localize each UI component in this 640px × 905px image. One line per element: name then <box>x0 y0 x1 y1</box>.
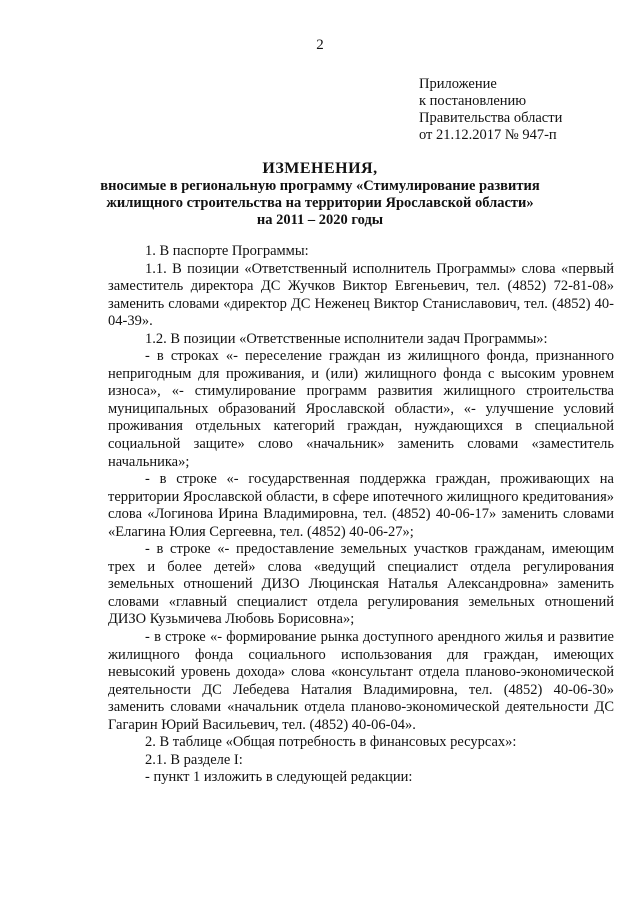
paragraph: - в строке «- предоставление земельных участков гражданам, имеющим трех и более детей» слова «ведущий специалист отдела регулирования земельных отношений ДИЗО Люцинская Наталья Александровна» заменить словами «главный специалист отдела регулирования земельных отношений ДИЗО Кузьмичева Любовь Борисовна»; <box>108 541 614 628</box>
document-heading <box>0 160 640 229</box>
appendix-line: от 21.12.2017 № 947-п <box>419 127 557 143</box>
heading-line: жилищного строительства на территории Ярославской области» <box>106 195 534 211</box>
document-body <box>108 243 614 787</box>
paragraph: - в строке «- формирование рынка доступного арендного жилья и развитие жилищного фонда социального использования для граждан, имеющих невысокий уровень дохода» слова «консультант отдела планово-экономической деятельности ДС Лебедева Наталия Владимировна, тел. (4852) 40-06-30» заменить словами «начальник отдела планово-экономической деятельности ДС Гагарин Юрий Васильевич, тел. (4852) 40-06-04». <box>108 629 614 733</box>
paragraph: 2.1. В разделе I: <box>145 751 243 768</box>
heading-line: вносимые в региональную программу «Стимулирование развития <box>100 178 540 194</box>
paragraph: 1.1. В позиции «Ответственный исполнитель Программы» слова «первый заместитель директора ДС Жучков Виктор Евгеньевич, тел. (4852) 72-81-08» заменить словами «директор ДС Неженец Виктор Станиславович, тел. (4852) 40-04-39». <box>108 260 614 330</box>
appendix-block <box>419 76 562 144</box>
paragraph: - в строке «- государственная поддержка граждан, проживающих на территории Ярославской области, в сфере ипотечного жилищного кредитования» слова «Логинова Ирина Владимировна, тел. (4852) 40-06-17» заменить словами «Елагина Юлия Сергеевна, тел. (4852) 40-06-27»; <box>108 471 614 540</box>
paragraph: 2. В таблице «Общая потребность в финансовых ресурсах»: <box>145 734 517 751</box>
paragraph: 1.2. В позиции «Ответственные исполнители задач Программы»: <box>145 330 548 347</box>
paragraph: - пункт 1 изложить в следующей редакции: <box>145 769 413 786</box>
paragraph: 1. В паспорте Программы: <box>145 243 309 259</box>
heading-line: на 2011 – 2020 годы <box>256 212 384 228</box>
page-number: 2 <box>316 37 324 53</box>
appendix-line: Правительства области <box>419 110 563 126</box>
paragraph: - в строках «- переселение граждан из жилищного фонда, признанного непригодным для проживания, и (или) жилищного фонда с высоким уровнем износа», «- стимулирование программ развития жилищного строительства муниципальных образований Ярославской области», «- улучшение условий проживания отдельных категорий граждан, нуждающихся в специальной социальной защите» слово «начальник» заменить словами «заместитель начальника»; <box>108 348 614 470</box>
appendix-line: к постановлению <box>419 93 527 109</box>
heading-title: ИЗМЕНЕНИЯ, <box>262 160 378 177</box>
appendix-line: Приложение <box>419 76 497 92</box>
